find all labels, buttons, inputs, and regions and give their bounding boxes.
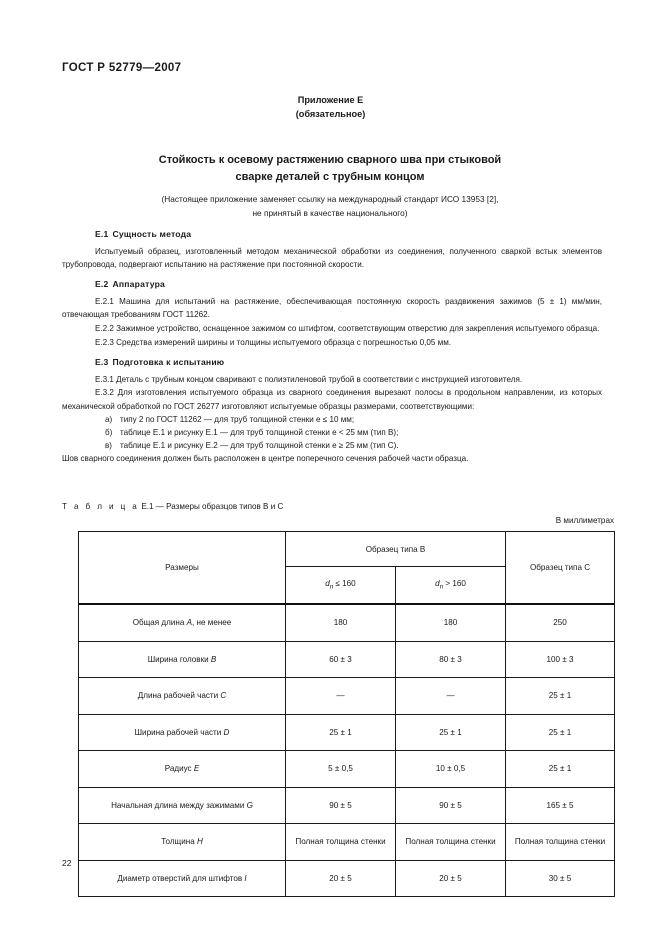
cell-b-le160: 180 [286,604,396,641]
cell-type-c: 25 ± 1 [506,714,615,751]
cell-type-c: Полная толщина стенки [506,824,615,861]
cell-b-le160: — [286,678,396,715]
row-label-text: Начальная длина между зажимами [111,800,247,810]
standard-number-header: ГОСТ Р 52779—2007 [62,62,182,74]
clause-e3-2: E.3.2 Для изготовления испытуемого образца из сварного соединения вырезают полосы в продольном направлении, из которых механической обработкой по ГОСТ 26277 изготовляют испытуемые образцы размерами, соответствующими: [62,388,602,411]
annex-status: (обязательное) [295,109,366,119]
subscript-n: п [439,583,444,591]
document-body [62,228,602,466]
row-label-text: Диаметр отверстий для штифтов [117,873,245,883]
row-label-symbol: A [186,618,193,628]
cell-b-le160: 5 ± 0,5 [286,751,396,788]
table-units-note: В миллиметрах [555,516,614,525]
list-item [62,426,602,439]
clause-e2-1: E.2.1 Машина для испытаний на растяжение, обеспечивающая постоянную скорость раздвижения зажимов (5 ± 1) мм/мин, отвечающая требованиям ГОСТ 11262. [62,297,602,320]
row-label [79,678,286,715]
section-heading-e3 [62,356,602,369]
row-label [79,824,286,861]
row-label [79,604,286,641]
list-item-marker: б) [105,428,113,438]
cell-b-gt160: — [396,678,506,715]
page-title-line-2: сварке деталей с трубным концом [235,170,425,183]
row-label-text: Радиус [164,764,194,774]
cell-b-le160: 25 ± 1 [286,714,396,751]
section-title-e2: Аппаратура [112,279,166,290]
row-label-symbol: B [210,654,217,664]
row-label-symbol: G [246,800,253,810]
annex-note-line-1: (Настоящее приложение заменяет ссылку на международный стандарт ИСО 13953 [2], [161,194,499,204]
list-item-marker: а) [105,415,113,425]
clause-e3-1: E.3.1 Деталь с трубным концом сваривают с полиэтиленовой трубой в соответствии с инструкцией изготовителя. [95,374,523,384]
table-header [79,532,615,605]
row-label-symbol: E [193,764,200,774]
row-label [79,714,286,751]
row-label [79,860,286,897]
table-row [79,787,615,824]
page-title-line-1: Стойкость к осевому растяжению сварного шва при стыковой [158,154,502,166]
specimen-dimensions-table [78,531,615,897]
section-number-e2: E.2 [95,279,109,290]
table-row [79,824,615,861]
condition-le-160: ≤ 160 [333,579,356,589]
table-caption [62,502,283,511]
cell-b-gt160: 180 [396,604,506,641]
section-title-e3: Подготовка к испытанию [112,356,225,367]
list-item-text: таблице Е.1 и рисунку Е.1 — для труб толщиной стенки e < 25 мм (тип В); [120,428,399,438]
section-heading-e2 [62,278,602,291]
cell-b-gt160: 25 ± 1 [396,714,506,751]
row-label-text: Длина рабочей части [137,691,221,701]
section-heading-e1 [62,228,602,241]
table-row [79,714,615,751]
list-item-text: типу 2 по ГОСТ 11262 — для труб толщиной стенки e ≤ 10 мм; [120,415,355,425]
condition-gt-160: > 160 [443,579,466,589]
page-title [80,152,580,185]
row-label [79,751,286,788]
row-label-text: Общая длина [132,618,187,628]
cell-b-le160: 90 ± 5 [286,787,396,824]
column-header-parameters: Размеры [79,532,286,605]
list-item-marker: в) [105,441,112,451]
row-label-symbol: H [196,837,203,847]
cell-b-le160: 20 ± 5 [286,860,396,897]
column-header-dn-gt-160 [396,567,506,605]
row-label-symbol: D [223,727,230,737]
table-caption-text: Е.1 — Размеры образцов типов В и С [141,502,284,511]
section-number-e1: E.1 [95,229,109,239]
table-row [79,860,615,897]
row-label-text: Ширина рабочей части [134,727,224,737]
cell-b-gt160: 10 ± 0,5 [396,751,506,788]
row-label-symbol: I [244,873,247,883]
page-number: 22 [62,858,72,868]
table-row [79,641,615,678]
annex-note [60,193,600,220]
list-item [62,439,602,452]
cell-b-gt160: 20 ± 5 [396,860,506,897]
row-label-text: Ширина головки [147,654,211,664]
cell-type-c: 100 ± 3 [506,641,615,678]
row-label-tail: , не менее [192,618,232,628]
cell-b-le160: 60 ± 3 [286,641,396,678]
clause-e2-2: E.2.2 Зажимное устройство, оснащенное зажимом со штифтом, соответствующим отверстию для закрепления испытуемого образца. [95,324,600,334]
table-row [79,678,615,715]
row-label-symbol: C [220,691,227,701]
cell-b-le160: Полная толщина стенки [286,824,396,861]
cell-type-c: 250 [506,604,615,641]
column-header-dn-le-160 [286,567,396,605]
clause-e2-3: E.2.3 Средства измерений ширины и толщины испытуемого образца с погрешностью 0,05 мм. [95,337,452,347]
row-label [79,641,286,678]
section-number-e3: E.3 [95,356,109,367]
annex-note-line-2: не принятый в качестве национального) [252,207,408,218]
cell-b-gt160: Полная толщина стенки [396,824,506,861]
list-item [62,413,602,426]
section-title-e1: Сущность метода [112,229,192,239]
annex-heading [0,93,661,121]
cell-b-gt160: 90 ± 5 [396,787,506,824]
annex-label: Приложение Е [297,95,364,105]
subscript-n: п [329,583,334,591]
list-item-text: таблице Е.1 и рисунку Е.2 — для труб толщиной стенки e ≥ 25 мм (тип С). [120,441,399,451]
cell-b-gt160: 80 ± 3 [396,641,506,678]
symbol-d: d [435,579,440,589]
table-row [79,751,615,788]
clause-e3-closing: Шов сварного соединения должен быть расположен в центре поперечного сечения рабочей части образца. [62,454,469,464]
row-label [79,787,286,824]
cell-type-c: 165 ± 5 [506,787,615,824]
cell-type-c: 30 ± 5 [506,860,615,897]
table-body [79,604,615,897]
column-header-type-c: Образец типа С [506,532,615,605]
column-group-header-type-b: Образец типа В [286,532,506,567]
table-row [79,604,615,641]
table-caption-prefix: Т а б л и ц а [62,502,140,511]
table-header-row-1 [79,532,615,567]
section-e1-paragraph: Испытуемый образец, изготовленный методом механической обработки из соединения, полученного сваркой встык элементов трубопровода, подвергают испытанию на растяжение при постоянной скорости. [62,247,602,270]
cell-type-c: 25 ± 1 [506,751,615,788]
row-label-text: Толщина [161,837,197,847]
symbol-d: d [325,579,330,589]
cell-type-c: 25 ± 1 [506,678,615,715]
